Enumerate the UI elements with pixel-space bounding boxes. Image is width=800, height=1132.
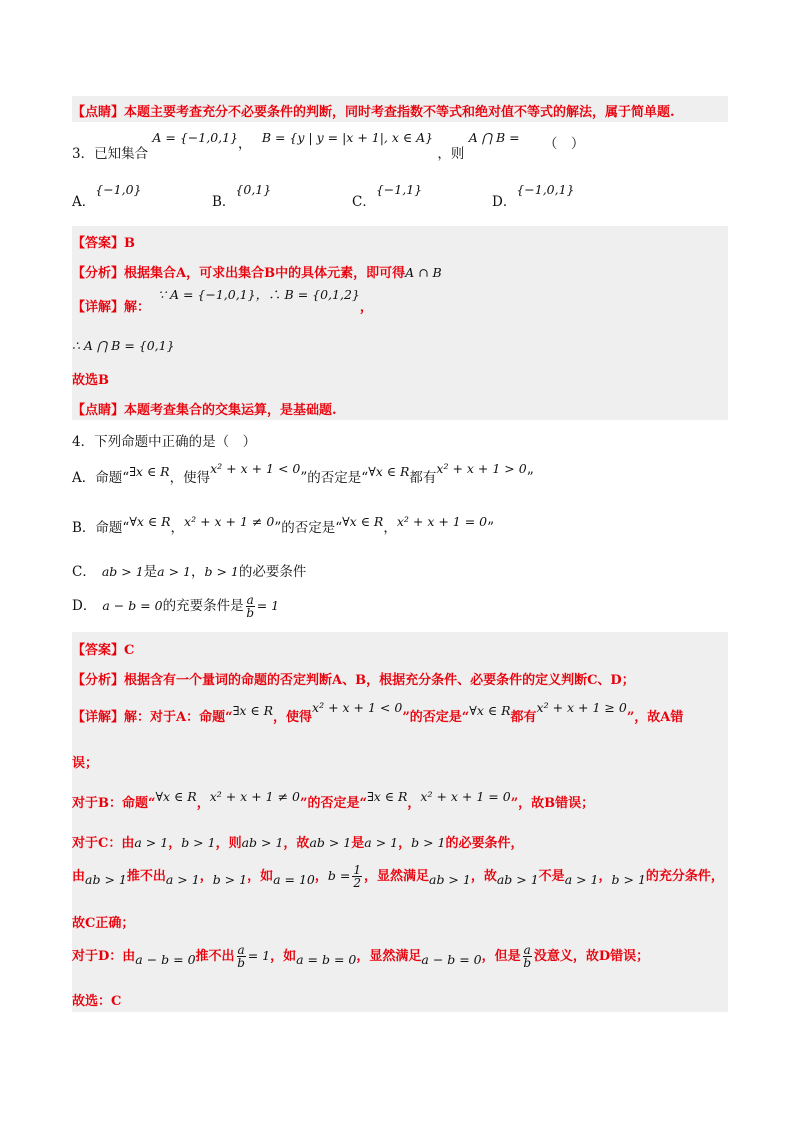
q4-detail-math: b =: [327, 868, 351, 883]
q4-detail-text: 不是: [538, 869, 565, 884]
q4-stem: 4．下列命题中正确的是（ ）: [72, 434, 257, 450]
q4-option-c-text: 是: [143, 564, 158, 580]
q4-detail-c-example: [72, 864, 724, 889]
q4-detail-math: b > 1: [181, 835, 216, 850]
q4-detail-text: ”，故A错: [626, 710, 684, 725]
q3-option-b-value: {0,1}: [235, 182, 272, 197]
q4-detail-math: ∃x ∈ R: [232, 703, 274, 718]
q4-option-c-text: 的必要条件: [238, 564, 307, 580]
q4-detail-math: a = b = 0: [296, 952, 357, 967]
q4-detail-math: a > 1: [364, 835, 399, 850]
fraction-denominator: b: [523, 956, 532, 970]
q4-detail-math: a > 1: [134, 835, 169, 850]
q4-option-b-text: B．命题“: [72, 520, 130, 536]
q4-detail-text: 对于C：由: [72, 836, 135, 851]
q4-detail-text: ，: [407, 796, 421, 811]
q4-detail-a-cont: 误；: [72, 756, 99, 771]
q4-option-a-text: A．命题“: [72, 470, 130, 486]
q4-option-b: [72, 516, 494, 536]
q4-option-b-math: ∀x ∈ R: [129, 514, 171, 529]
q4-option-c: [72, 560, 306, 580]
q4-detail-math: = 1: [247, 948, 271, 963]
q3-detail-label: 【详解】解：: [72, 300, 151, 315]
q4-detail-math: x² + x + 1 ≥ 0: [536, 700, 627, 715]
q4-detail-text: ，显然满足: [363, 869, 429, 884]
fraction-denominator: 2: [353, 876, 361, 890]
q4-option-d: [72, 594, 279, 619]
fraction-numerator: a: [523, 943, 531, 957]
q4-option-c-text: C．: [72, 564, 96, 580]
q4-detail-math: a > 1: [564, 872, 599, 887]
q3-set-a: A = {−1,0,1}: [152, 130, 239, 145]
q4-option-b-math: ∀x ∈ R: [342, 514, 384, 529]
q3-note: 【点睛】本题考查集合的交集运算，是基础题.: [72, 403, 337, 418]
q4-option-c-text: ，: [191, 564, 205, 580]
q4-option-d-math: = 1: [256, 598, 280, 613]
q4-detail-math: a − b = 0: [421, 952, 482, 967]
q4-detail-math: x² + x + 1 ≠ 0: [209, 789, 300, 804]
q4-detail-text: ，: [199, 869, 213, 884]
previous-note: 【点睛】本题主要考查充分不必要条件的判断，同时考查指数不等式和绝对值不等式的解法，属于简单题.: [72, 105, 675, 120]
q4-detail-text: 对于D：由: [72, 949, 136, 964]
q3-option-b-label: B．: [212, 194, 236, 210]
q4-detail-text: 没意义，故D错误；: [533, 949, 650, 964]
q3-therefore: [72, 338, 175, 354]
q4-detail-math: a > 1: [165, 872, 200, 887]
q3-detail-math: ∵ A = {−1,0,1}，∴ B = {0,1,2}: [158, 287, 360, 302]
q4-detail-text: 都有: [510, 710, 537, 725]
q3-analysis: [72, 262, 442, 281]
q4-detail-d: [72, 944, 649, 969]
q4-detail-text: ，如: [247, 869, 274, 884]
q4-option-b-math: x² + x + 1 ≠ 0: [184, 514, 275, 529]
q4-detail-text: 推不出: [195, 949, 235, 964]
q3-option-c-value: {−1,1}: [375, 182, 423, 197]
fraction-numerator: a: [246, 593, 254, 607]
q3-choose: 故选B: [72, 373, 109, 388]
q4-detail-math: ∀x ∈ R: [155, 789, 197, 804]
q3-intersection: A ⋂ B =: [468, 130, 520, 145]
q4-detail-text: ”的否定是“: [299, 796, 367, 811]
q4-detail-text: 由: [72, 869, 86, 884]
q3-analysis-math: A ∩ B: [405, 265, 442, 280]
q4-detail-math: ab > 1: [496, 872, 539, 887]
q4-detail-text: ，则: [215, 836, 242, 851]
q4-detail-text: 【详解】解：对于A：命题“: [72, 710, 233, 725]
q4-detail-c-conclusion: 故C正确；: [72, 916, 135, 931]
q4-analysis: 【分析】根据含有一个量词的命题的否定判断A、B，根据充分条件、必要条件的定义判断C、D；: [72, 673, 635, 688]
q4-detail-fraction: [237, 944, 246, 969]
q3-therefore-math: ∴ A ⋂ B = {0,1}: [72, 338, 175, 353]
q4-detail-text: ”，故B错误；: [510, 796, 595, 811]
q4-detail-text: 对于B：命题“: [72, 796, 156, 811]
q4-detail-math: a = 10: [273, 872, 315, 887]
q3-paren: （ ）: [543, 136, 585, 152]
q4-option-d-text: D．: [72, 598, 97, 614]
q4-option-a: [72, 461, 534, 486]
q4-detail-a: [72, 700, 684, 725]
q4-detail-math: ∃x ∈ R: [366, 789, 408, 804]
fraction-numerator: 1: [353, 863, 361, 877]
q4-detail-text: ，: [168, 836, 182, 851]
q3-option-d-value: {−1,0,1}: [516, 182, 575, 197]
q4-option-c-math: ab > 1: [101, 564, 144, 579]
q4-detail-text: 的必要条件，: [445, 836, 524, 851]
q4-detail-c: [72, 832, 524, 851]
q3-option-d: [492, 178, 575, 210]
q4-detail-math: x² + x + 1 < 0: [312, 700, 403, 715]
q4-option-a-math: ∃x ∈ R: [129, 464, 170, 479]
q4-detail-math: a − b = 0: [135, 952, 196, 967]
q4-option-d-text: 的充要条件是: [162, 598, 244, 614]
fraction-numerator: a: [237, 943, 245, 957]
q4-option-a-text: ”: [526, 470, 534, 486]
q4-detail-fraction: [352, 864, 362, 889]
q3-stem: 3．已知集合 A = {−1,0,1}， B = {y | y = |x + 1|, x ∈ A} ，则 A ⋂ B = （ ）: [72, 130, 585, 162]
q4-detail-math: ab > 1: [241, 835, 284, 850]
q4-detail-text: ，故: [283, 836, 310, 851]
q4-detail-math: ab > 1: [85, 872, 127, 887]
q4-option-b-text: ，: [383, 520, 397, 536]
q3-option-a-label: A．: [72, 194, 96, 210]
q3-option-d-label: D．: [492, 194, 517, 210]
q3-set-b: B = {y | y = |x + 1|, x ∈ A}: [261, 130, 434, 145]
q3-then: ，则: [437, 146, 465, 162]
q3-option-c-label: C．: [352, 194, 376, 210]
q4-choose: 故选：C: [72, 994, 122, 1009]
q4-option-a-text: ，使得: [169, 470, 211, 486]
q4-detail-math: ab > 1: [429, 872, 471, 887]
q4-option-d-math: a − b = 0: [102, 598, 163, 613]
q4-detail-b: [72, 789, 595, 811]
q4-detail-text: ”的否定是“: [402, 710, 470, 725]
q4-option-a-math: x² + x + 1 < 0: [210, 461, 301, 476]
q3-option-a: [72, 178, 142, 210]
q4-option-a-text: ”的否定是“: [300, 470, 369, 486]
q4-detail-text: ，显然满足: [356, 949, 422, 964]
q4-detail-text: ，: [398, 836, 412, 851]
q4-option-c-math: b > 1: [204, 564, 239, 579]
q3-option-c: [352, 178, 423, 210]
q3-answer: 【答案】B: [72, 236, 135, 251]
q4-detail-math: ∀x ∈ R: [469, 703, 511, 718]
q4-option-a-math: x² + x + 1 > 0: [436, 461, 527, 476]
q4-option-a-math: ∀x ∈ R: [368, 464, 410, 479]
q4-detail-text: ，: [598, 869, 612, 884]
q4-detail-text: 的充分条件，: [645, 869, 724, 884]
q4-detail-text: ，: [196, 796, 210, 811]
fraction-denominator: b: [237, 956, 245, 970]
q4-option-b-text: ”的否定是“: [274, 520, 343, 536]
q4-option-b-text: ”: [487, 520, 495, 536]
q3-number: 3．已知集合: [72, 146, 149, 162]
q4-detail-fraction: [523, 944, 532, 969]
q4-detail-text: ，使得: [273, 710, 313, 725]
q4-detail-text: ，如: [270, 949, 297, 964]
q4-option-b-math: x² + x + 1 = 0: [396, 514, 488, 529]
q4-detail-math: b > 1: [411, 835, 446, 850]
q4-detail-text: ，: [314, 869, 328, 884]
q3-detail-post: ，: [359, 300, 373, 315]
q3-option-b: [212, 178, 272, 210]
q4-detail-math: b > 1: [611, 872, 646, 887]
q4-detail-math: b > 1: [212, 872, 248, 887]
fraction-denominator: b: [246, 606, 254, 620]
q4-option-d-fraction: [246, 594, 255, 619]
q4-option-c-math: a > 1: [157, 564, 191, 579]
q4-option-a-text: 都有: [409, 470, 437, 486]
q4-detail-text: ，故: [470, 869, 497, 884]
q4-detail-text: 是: [351, 836, 365, 851]
q3-detail: [72, 287, 373, 315]
q4-detail-text: ，但是: [481, 949, 521, 964]
q4-detail-math: x² + x + 1 = 0: [420, 789, 511, 804]
q4-detail-text: 推不出: [126, 869, 166, 884]
q3-solution-box: [72, 226, 728, 420]
q3-analysis-text: 【分析】根据集合A，可求出集合B中的具体元素，即可得: [72, 266, 406, 281]
q4-option-b-text: ，: [170, 520, 185, 536]
q4-answer: 【答案】C: [72, 643, 135, 658]
q4-detail-math: ab > 1: [309, 835, 352, 850]
q3-option-a-value: {−1,0}: [95, 182, 142, 197]
